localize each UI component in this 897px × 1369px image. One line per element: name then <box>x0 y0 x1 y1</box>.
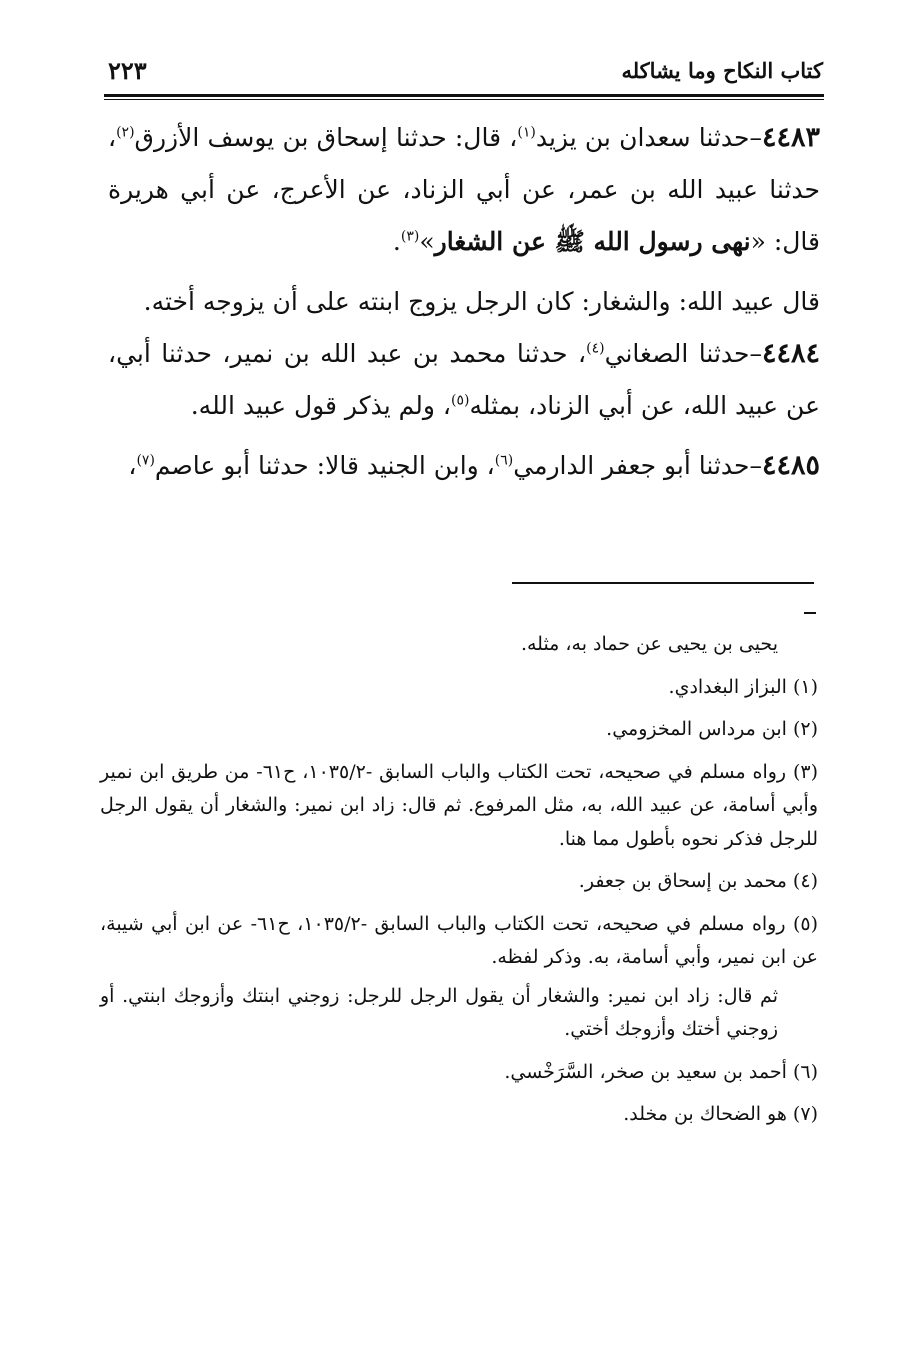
footnote-4: (٤) محمد بن إسحاق بن جعفر. <box>578 870 818 892</box>
header-rule <box>104 94 824 97</box>
hadith-text: –حدثنا الصغاني <box>604 339 762 368</box>
hadith-text: ، قال: حدثنا إسحاق بن يوسف الأزرق <box>134 123 518 152</box>
footnote-ref[interactable]: (٢) <box>116 124 135 141</box>
hadith-text: » <box>419 227 435 256</box>
hadith-4483 <box>108 112 820 268</box>
hadith-text: . <box>392 227 401 256</box>
hadith-text: ، <box>128 451 137 480</box>
footnote-separator <box>512 582 814 584</box>
hadith-number: ٤٤٨٣ <box>761 122 820 153</box>
hadith-text: ، وابن الجنيد قالا: حدثنا أبو عاصم <box>154 451 495 480</box>
footnote-5-continuation: ثم قال: زاد ابن نمير: والشغار أن يقول الرجل للرجل: زوجني ابنتك وأزوجك ابنتي. أو زوجني أختك وأزوجك أختي. <box>100 984 778 1040</box>
hadith-text: –حدثنا أبو جعفر الدارمي <box>513 451 762 480</box>
footnote-carryover: يحيى بن يحيى عن حماد به، مثله. <box>520 633 778 655</box>
footnote-7: (٧) هو الضحاك بن مخلد. <box>623 1103 818 1125</box>
footnote-ref[interactable]: (٦) <box>494 452 514 469</box>
hadith-text: ، حدثنا محمد بن عبد الله بن نمير، حدثنا أبي، عن عبيد الله، عن أبي الزناد، بمثله <box>108 339 820 420</box>
hadith-4484 <box>108 328 820 432</box>
footnote-ref[interactable]: (٧) <box>136 452 155 469</box>
hadith-4485 <box>108 440 820 492</box>
hadith-text: ، حدثنا عبيد الله بن عمر، عن أبي الزناد، عن الأعرج، عن أبي هريرة قال: « <box>108 123 820 256</box>
footnote-ref[interactable]: (٣) <box>400 228 420 245</box>
footnote-3: (٣) رواه مسلم في صحيحه، تحت الكتاب والباب السابق -١٠٣٥/٢، ح٦١- من طريق ابن نمير وأبي أسامة، عن عبيد الله، به، مثل المرفوع. ثم قال: زاد ابن نمير: والشغار أن يقول الرجل للرجل فذكر نحوه بأطول مما هنا. <box>100 760 818 850</box>
main-text <box>108 112 820 492</box>
page-number: ٢٢٣ <box>108 56 147 85</box>
header-rule-thin <box>104 99 824 100</box>
footnote-2: (٢) ابن مرداس المخزومي. <box>606 718 818 740</box>
running-title: كتاب النكاح وما يشاكله <box>621 58 823 83</box>
explanation-paragraph: قال عبيد الله: والشغار: كان الرجل يزوج ابنته على أن يزوجه أخته. <box>143 287 820 316</box>
footnote-continuation-mark <box>804 612 816 614</box>
footnotes <box>100 628 818 1141</box>
footnote-ref[interactable]: (١) <box>517 124 536 141</box>
hadith-number: ٤٤٨٥ <box>761 450 820 481</box>
hadith-number: ٤٤٨٤ <box>761 338 820 369</box>
footnote-ref[interactable]: (٥) <box>451 392 470 409</box>
footnote-1: (١) البزاز البغدادي. <box>668 675 818 698</box>
prophetic-quote: نهى رسول الله ﷺ عن الشغار <box>434 227 751 256</box>
page-header <box>108 58 823 92</box>
footnote-ref[interactable]: (٤) <box>586 340 605 357</box>
footnote-6: (٦) أحمد بن سعيد بن صخر، السَّرَخْسي. <box>504 1060 818 1083</box>
hadith-text: –حدثنا سعدان بن يزيد <box>535 123 762 152</box>
footnote-5: (٥) رواه مسلم في صحيحه، تحت الكتاب والباب السابق -١٠٣٥/٢، ح٦١- عن ابن أبي شيبة، عن ابن نمير، وأبي أسامة، به. وذكر لفظه. <box>100 912 818 968</box>
hadith-text: ، ولم يذكر قول عبيد الله. <box>190 391 451 420</box>
